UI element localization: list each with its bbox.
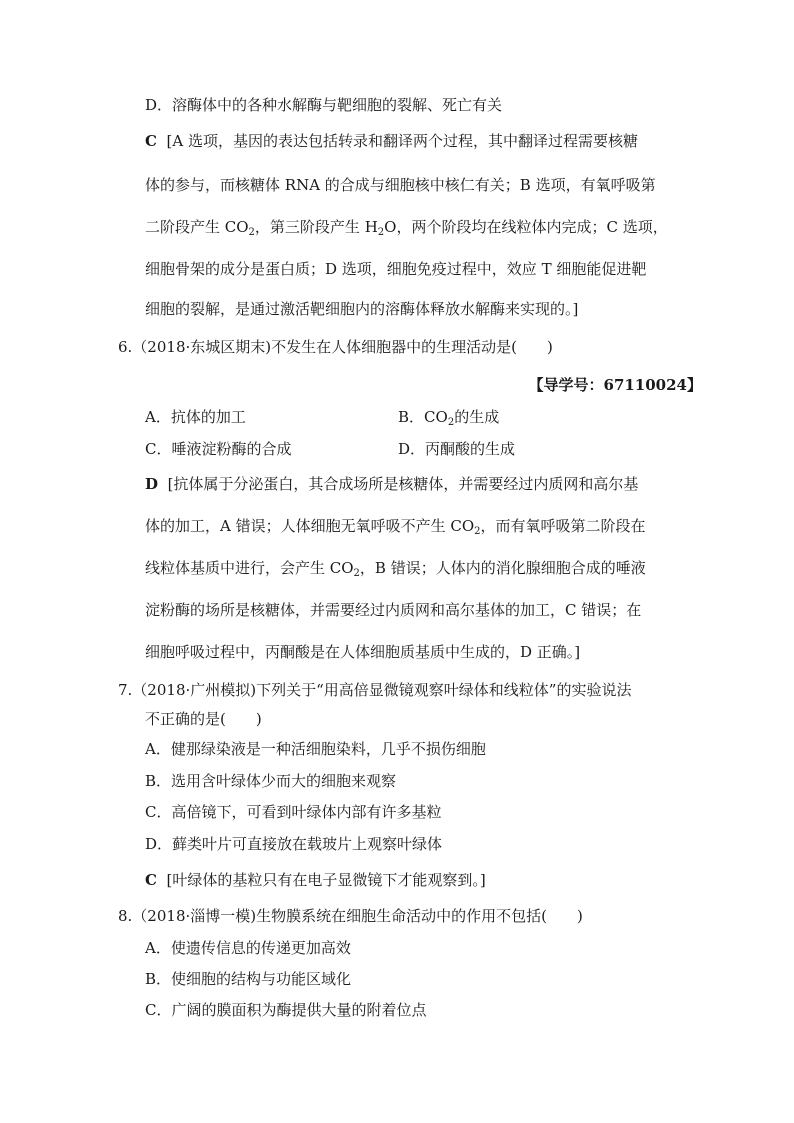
q6-option-d: D．丙酮酸的生成 bbox=[398, 440, 516, 458]
q6-explanation-line-3: 线粒体基质中进行，会产生 $CO_2$，B 错误；人体内的消化腺细胞合成的唾液 bbox=[145, 559, 646, 579]
q7-explanation: C [叶绿体的基粒只有在电子显微镜下才能观察到。] bbox=[145, 871, 486, 889]
q8-stem: 8.（2018·淄博一模)生物膜系统在细胞生命活动中的作用不包括( ) bbox=[118, 907, 583, 925]
q5-explanation-line-1: C [A 选项，基因的表达包括转录和翻译两个过程，其中翻译过程需要核糖 bbox=[145, 132, 638, 150]
q7-option-d: D．藓类叶片可直接放在载玻片上观察叶绿体 bbox=[145, 835, 443, 853]
q6-option-c: C．唾液淀粉酶的合成 bbox=[145, 440, 292, 458]
q6-answer: D bbox=[145, 475, 159, 493]
q7-answer: C bbox=[145, 871, 157, 889]
q8-option-c: C．广阔的膜面积为酶提供大量的附着位点 bbox=[145, 1001, 427, 1019]
q5-option-d: D．溶酶体中的各种水解酶与靶细胞的裂解、死亡有关 bbox=[145, 96, 503, 114]
q5-explanation-line-3: 二阶段产生 $CO_2$，第三阶段产生 $H_2O$，两个阶段均在线粒体内完成；C 选项， bbox=[145, 218, 668, 238]
q7-stem-line-1: 7.（2018·广州模拟)下列关于“用高倍显微镜观察叶绿体和线粒体”的实验说法 bbox=[118, 681, 632, 699]
q5-explanation-line-5: 细胞的裂解，是通过激活靶细胞内的溶酶体释放水解酶来实现的。] bbox=[145, 300, 579, 318]
q6-explanation-line-4: 淀粉酶的场所是核糖体，并需要经过内质网和高尔基体的加工，C 错误；在 bbox=[145, 601, 642, 619]
q5-explanation-line-4: 细胞骨架的成分是蛋白质；D 选项，细胞免疫过程中，效应 T 细胞能促进靶 bbox=[145, 260, 647, 278]
q7-option-c: C．高倍镜下，可看到叶绿体内部有许多基粒 bbox=[145, 803, 442, 821]
q6-explanation-line-5: 细胞呼吸过程中，丙酮酸是在人体细胞质基质中生成的，D 正确。] bbox=[145, 643, 581, 661]
q6-option-b: B．$CO_2$的生成 bbox=[398, 408, 500, 428]
q7-stem-line-2: 不正确的是( ) bbox=[145, 710, 262, 728]
q5-explanation-line-2: 体的参与，而核糖体 RNA 的合成与细胞核中核仁有关；B 选项，有氧呼吸第 bbox=[145, 176, 656, 194]
q5-answer: C bbox=[145, 132, 157, 150]
q8-option-b: B．使细胞的结构与功能区域化 bbox=[145, 970, 352, 988]
q6-option-a: A．抗体的加工 bbox=[145, 408, 246, 426]
q6-stem: 6.（2018·东城区期末)不发生在人体细胞器中的生理活动是( ) bbox=[118, 338, 553, 356]
q7-option-b: B．选用含叶绿体少而大的细胞来观察 bbox=[145, 772, 397, 790]
q7-option-a: A．健那绿染液是一种活细胞染料，几乎不损伤细胞 bbox=[145, 740, 486, 758]
q8-option-a: A．使遗传信息的传递更加高效 bbox=[145, 939, 351, 957]
q6-reference-number: 【导学号：67110024】 bbox=[528, 376, 702, 394]
q6-explanation-line-1: D [抗体属于分泌蛋白，其合成场所是核糖体，并需要经过内质网和高尔基 bbox=[145, 475, 639, 493]
q6-explanation-line-2: 体的加工，A 错误；人体细胞无氧呼吸不产生 $CO_2$，而有氧呼吸第二阶段在 bbox=[145, 517, 646, 537]
